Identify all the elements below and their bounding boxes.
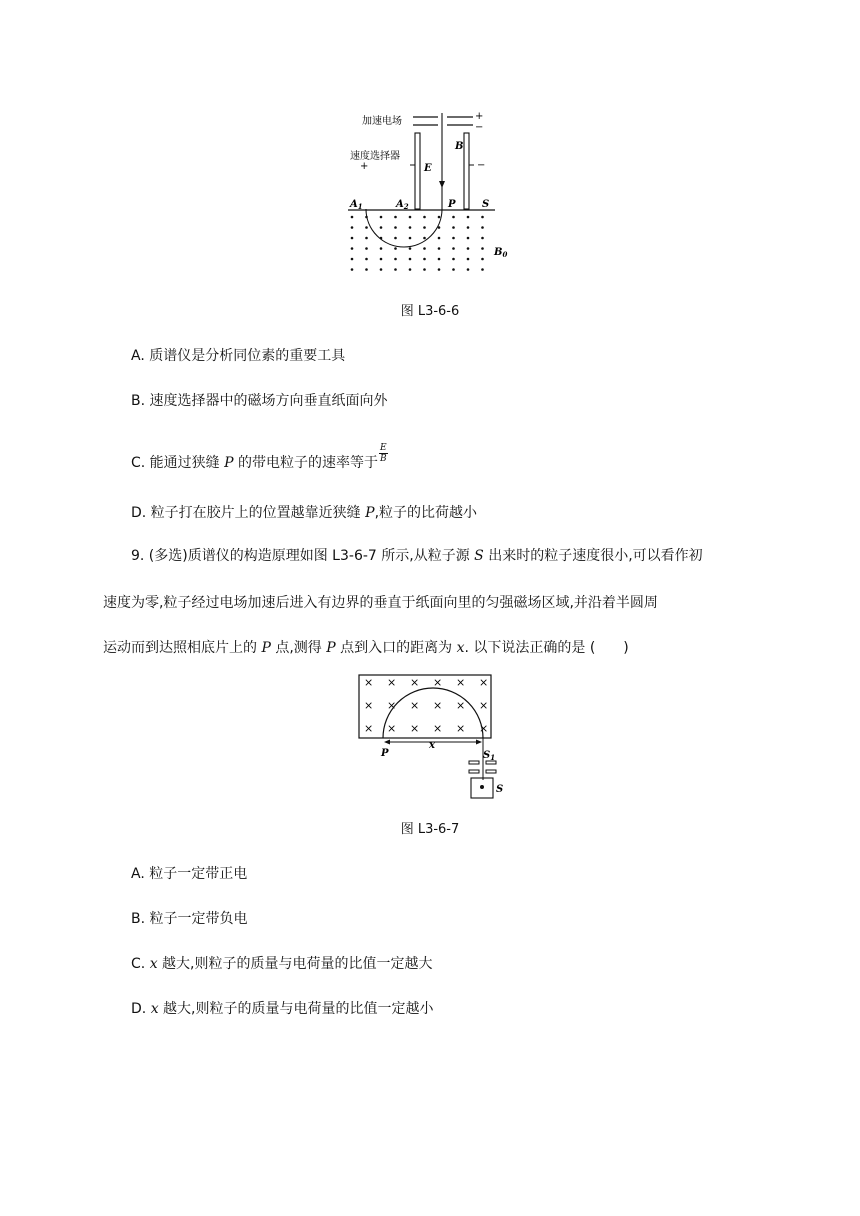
label-P: P bbox=[381, 748, 389, 759]
field-cross: × bbox=[364, 722, 374, 735]
field-cross: × bbox=[479, 699, 489, 712]
option-9b: B. 粒子一定带负电 bbox=[131, 911, 248, 927]
field-dot bbox=[467, 216, 470, 219]
field-dot bbox=[365, 258, 368, 261]
accel-field-label: 加速电场 bbox=[362, 116, 402, 127]
arrow-left-icon bbox=[384, 740, 390, 745]
plus-sign-top: + bbox=[475, 111, 484, 122]
question-9-line-2: 速度为零,粒子经过电场加速后进入有边界的垂直于纸面向里的匀强磁场区域,并沿着半圆周 bbox=[103, 595, 658, 611]
magnetic-field-dots bbox=[351, 216, 484, 271]
field-dot bbox=[423, 216, 426, 219]
field-dot bbox=[452, 258, 455, 261]
velocity-selector-label: 速度选择器 bbox=[350, 151, 400, 162]
option-9d-var: x bbox=[150, 1001, 159, 1017]
field-dot bbox=[351, 247, 354, 250]
field-dot bbox=[452, 216, 455, 219]
field-cross: × bbox=[456, 699, 466, 712]
label-P: P bbox=[448, 199, 456, 210]
field-dot bbox=[452, 237, 455, 240]
q9-l3-var-p2: P bbox=[326, 640, 336, 656]
plate-4 bbox=[486, 770, 496, 773]
option-9d-prefix: D. bbox=[131, 1001, 151, 1017]
field-dot bbox=[351, 268, 354, 271]
field-dot bbox=[452, 268, 455, 271]
field-dot bbox=[365, 216, 368, 219]
option-8c-prefix: C. 能通过狭缝 bbox=[131, 455, 225, 471]
field-dot bbox=[438, 258, 441, 261]
arrow-down-icon bbox=[439, 181, 445, 188]
q9-text-b: 出来时的粒子速度很小,可以看作初 bbox=[483, 548, 703, 564]
field-dot bbox=[380, 237, 383, 240]
particle-source-dot bbox=[480, 785, 484, 789]
field-cross: × bbox=[479, 676, 489, 689]
field-dot bbox=[467, 237, 470, 240]
field-dot bbox=[467, 258, 470, 261]
option-9d-suffix: 越大,则粒子的质量与电荷量的比值一定越小 bbox=[158, 1001, 434, 1017]
field-dot bbox=[409, 247, 412, 250]
field-dot bbox=[481, 247, 484, 250]
fraction-e-over-b bbox=[379, 443, 388, 464]
plate-1 bbox=[469, 761, 479, 764]
field-dot bbox=[423, 247, 426, 250]
option-8d-prefix: D. 粒子打在胶片上的位置越靠近狭缝 bbox=[131, 505, 366, 521]
accel-plates bbox=[413, 117, 473, 125]
q9-l3-d: . 以下说法正确的是 ( ) bbox=[464, 640, 629, 656]
label-A1: $A_1$ bbox=[350, 199, 363, 211]
question-9-line-3 bbox=[103, 637, 629, 657]
field-dot bbox=[394, 247, 397, 250]
plate-3 bbox=[469, 770, 479, 773]
field-cross: × bbox=[479, 722, 489, 735]
field-dot bbox=[394, 258, 397, 261]
option-9c-suffix: 越大,则粒子的质量与电荷量的比值一定越大 bbox=[157, 956, 433, 972]
field-cross: × bbox=[433, 722, 443, 735]
magnetic-field-crosses bbox=[364, 676, 488, 735]
option-8b: B. 速度选择器中的磁场方向垂直纸面向外 bbox=[131, 393, 388, 409]
field-dot bbox=[452, 247, 455, 250]
field-dot bbox=[351, 237, 354, 240]
option-8c-mid: 的带电粒子的速率等于 bbox=[233, 455, 379, 471]
field-dot bbox=[452, 226, 455, 229]
field-dot bbox=[423, 258, 426, 261]
field-cross: × bbox=[410, 722, 420, 735]
option-9d bbox=[131, 998, 434, 1018]
arrow-right-icon bbox=[476, 740, 482, 745]
field-dot bbox=[351, 216, 354, 219]
field-dot bbox=[423, 226, 426, 229]
field-dot bbox=[351, 226, 354, 229]
field-cross: × bbox=[364, 699, 374, 712]
fraction-numerator: E bbox=[380, 442, 387, 453]
q9-l3-var-p1: P bbox=[261, 640, 271, 656]
option-8c-var: P bbox=[224, 455, 234, 471]
field-dot bbox=[380, 247, 383, 250]
field-cross: × bbox=[433, 699, 443, 712]
field-dot bbox=[409, 258, 412, 261]
field-dot bbox=[409, 226, 412, 229]
field-cross: × bbox=[387, 676, 397, 689]
field-dot bbox=[365, 268, 368, 271]
field-dot bbox=[481, 226, 484, 229]
field-cross: × bbox=[433, 676, 443, 689]
q9-l3-a: 运动而到达照相底片上的 bbox=[103, 640, 262, 656]
plate-2 bbox=[486, 761, 496, 764]
minus-sign-top: − bbox=[475, 122, 484, 133]
selector-plate-left bbox=[415, 133, 420, 209]
question-9-line-1 bbox=[131, 545, 703, 565]
field-cross: × bbox=[410, 699, 420, 712]
field-dot bbox=[467, 226, 470, 229]
field-dot bbox=[380, 226, 383, 229]
figure-caption-1: 图 L3-6-6 bbox=[400, 304, 460, 319]
plus-sign-left: + bbox=[360, 161, 369, 172]
field-dot bbox=[380, 216, 383, 219]
field-dot bbox=[467, 268, 470, 271]
option-9a: A. 粒子一定带正电 bbox=[131, 866, 248, 882]
field-dot bbox=[481, 216, 484, 219]
label-S1: $S_1$ bbox=[483, 750, 496, 762]
option-8d-suffix: ,粒子的比荷越小 bbox=[374, 505, 478, 521]
q9-text-a: 9. (多选)质谱仪的构造原理如图 L3-6-7 所示,从粒子源 bbox=[131, 548, 475, 564]
field-dot bbox=[409, 216, 412, 219]
field-dot bbox=[365, 226, 368, 229]
q9-l3-c: 点到入口的距离为 bbox=[335, 640, 457, 656]
option-9c-var: x bbox=[149, 956, 158, 972]
field-dot bbox=[409, 237, 412, 240]
field-dot bbox=[481, 237, 484, 240]
field-dot bbox=[380, 258, 383, 261]
field-dot bbox=[481, 258, 484, 261]
label-B0: $B_0$ bbox=[494, 247, 508, 259]
field-dot bbox=[423, 268, 426, 271]
option-8c bbox=[131, 442, 388, 474]
field-dot bbox=[438, 237, 441, 240]
option-8d-var: P bbox=[365, 505, 375, 521]
field-dot bbox=[438, 268, 441, 271]
field-dot bbox=[438, 247, 441, 250]
field-dot bbox=[409, 268, 412, 271]
particle-semicircle bbox=[366, 209, 442, 247]
field-cross: × bbox=[410, 676, 420, 689]
figure-caption-2: 图 L3-6-7 bbox=[400, 822, 460, 837]
figure-l3-6-7 bbox=[355, 672, 515, 800]
field-dot bbox=[394, 226, 397, 229]
label-S: S bbox=[496, 784, 504, 795]
field-cross: × bbox=[456, 676, 466, 689]
selector-plate-right bbox=[464, 133, 469, 209]
q9-l3-b: 点,测得 bbox=[270, 640, 327, 656]
field-dot bbox=[394, 216, 397, 219]
label-S: S bbox=[482, 199, 490, 210]
label-E: E bbox=[424, 163, 432, 174]
label-B: B bbox=[455, 141, 464, 152]
field-dot bbox=[438, 216, 441, 219]
field-cross: × bbox=[387, 722, 397, 735]
field-cross: × bbox=[456, 722, 466, 735]
field-dot bbox=[394, 237, 397, 240]
label-A2: $A_2$ bbox=[396, 199, 409, 211]
field-dot bbox=[365, 237, 368, 240]
option-8a: A. 质谱仪是分析同位素的重要工具 bbox=[131, 348, 346, 364]
field-dot bbox=[467, 247, 470, 250]
field-dot bbox=[423, 237, 426, 240]
minus-sign-right: − bbox=[477, 160, 486, 171]
option-9c bbox=[131, 953, 433, 973]
field-dot bbox=[438, 226, 441, 229]
field-dot bbox=[481, 268, 484, 271]
field-cross: × bbox=[364, 676, 374, 689]
q9-l3-var-x: x bbox=[456, 640, 465, 656]
field-dot bbox=[351, 258, 354, 261]
fraction-denominator: B bbox=[379, 453, 387, 464]
label-x: x bbox=[429, 740, 435, 751]
figure-l3-6-6 bbox=[340, 105, 520, 275]
option-9c-prefix: C. bbox=[131, 956, 150, 972]
q9-var-s: S bbox=[474, 548, 484, 564]
field-cross: × bbox=[387, 699, 397, 712]
field-dot bbox=[394, 268, 397, 271]
field-dot bbox=[365, 247, 368, 250]
field-dot bbox=[380, 268, 383, 271]
option-8d bbox=[131, 502, 477, 522]
